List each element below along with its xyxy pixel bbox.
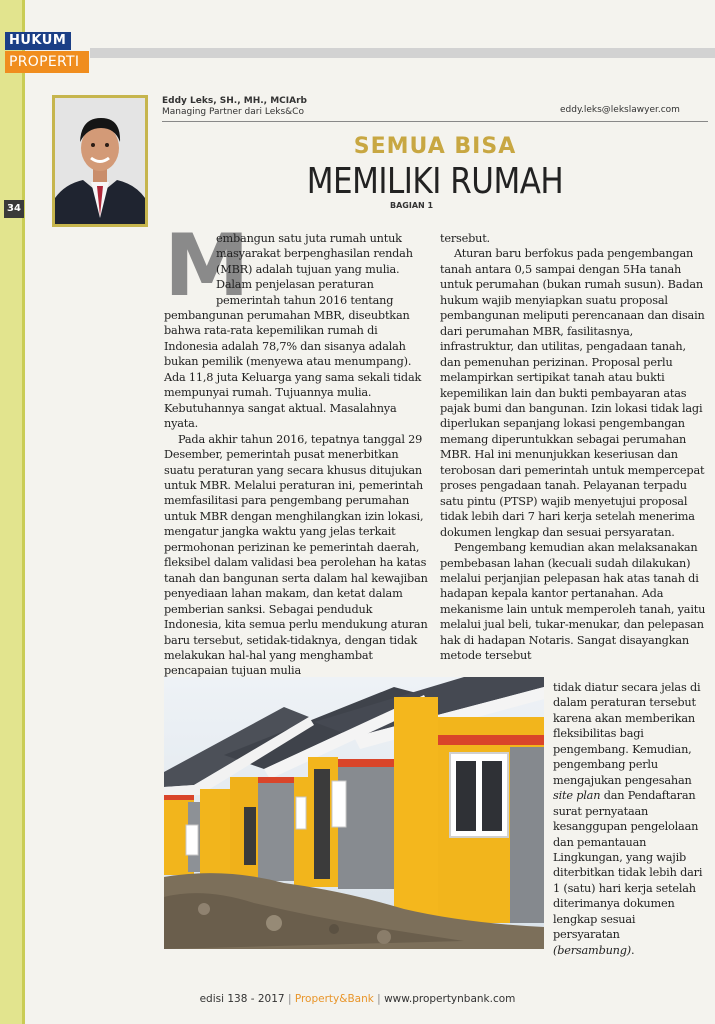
header-bar [90,48,715,58]
column1-text [164,308,432,679]
paragraph: Pada akhir tahun 2016, tepatnya tanggal 29 Desember, pemerintah pusat menerbitkan suatu peraturan yang secara khusus ditujukan untuk MBR. Melalui peraturan ini, pemerintah memfasilitasi para pengembang perumahan untuk MBR dengan menghilangkan izin lokasi, mengatur jangka waktu yang jelas terkait permohonan perizinan ke pemerintah daerah, fleksibel dalam validasi bea perolehan ha katas tanah dan bangunan serta dalam hal kewajiban penyediaan lahan makam, dan ketat dalam pemberian sanksi. Sebagai penduduk Indonesia, kita semua perlu mendukung aturan baru tersebut, setidak-tidaknya, dengan tidak melakukan hal-hal yang menghambat pencapaian tujuan mulia [164,432,428,678]
section-tag-hukum: HUKUM [5,32,71,50]
housing-photo [164,677,544,949]
footer-brand: Property&Bank [294,993,374,1005]
paragraph [553,680,703,958]
side-stripe-edge [22,0,25,1024]
paragraph: Pengembang kemudian akan melaksanakan pembebasan lahan (kecuali sudah dilakukan) melalui perjanjian pelepasan hak atas tanah di hadapan kepala kantor pertanahan. Ada mekanisme lain untuk memperoleh tanah, yaitu melalui jual beli, tukar-menukar, dan pelepasan hak di hadapan Notaris. Sangat disayangkan metode tersebut [440,541,706,663]
text-run: dan Pendaftaran surat pernyataan kesanggupan pengelolaan dan pemantauan Lingkungan, yang wajib diterbitkan tidak lebih dari 1 (satu) hari kerja setelah diterimanya dokumen lengkap sesuai persyaratan [553,789,703,942]
article-title-line1: SEMUA BISA [353,134,517,159]
text-run: tidak diatur secara jelas di dalam peraturan tersebut karena akan memberikan fleksibilitas bagi pengembang. Kemudian, pengembang perlu mengajukan pengesahan [553,681,701,787]
paragraph: pembangunan perumahan MBR, diseubtkan bahwa rata-rata kepemilikan rumah di Indonesia adalah 78,7% dan sisanya adalah bukan pemilik (menyewa atau menumpang). Ada 11,8 juta Keluarga yang sama sekali tidak mempunyai rumah. Tujuannya mulia. Kebutuhannya sangat aktual. Masalahnya nyata. [164,309,422,431]
article-subtitle: BAGIAN 1 [390,201,434,210]
side-stripe [0,0,22,1024]
footer-url[interactable]: www.propertynbank.com [384,993,516,1005]
footer [0,993,715,1005]
article-title-line2: MEMILIKI RUMAH [306,161,564,203]
section-tag-properti: PROPERTI [5,51,89,73]
author-name: Eddy Leks, SH., MH., MCIArb [162,96,307,106]
housing-illustration [164,677,544,949]
author-email: eddy.leks@lekslawyer.com [560,105,680,115]
author-photo [52,95,148,227]
column1-dropcap-text [216,231,432,308]
paragraph: embangun satu juta rumah untuk masyarakat berpenghasilan rendah (MBR) adalah tujuan yang mulia. Dalam penjelasan peraturan pemerintah tahun 2016 tentang [216,232,413,307]
header-rule [162,121,708,122]
text-run: . [631,943,635,957]
author-portrait-illustration [55,98,145,224]
footer-edition: edisi 138 - 2017 [199,993,285,1005]
text-italic: (bersambung) [553,943,631,957]
footer-separator: | [377,993,381,1005]
column2-text [440,231,706,664]
paragraph: Aturan baru berfokus pada pengembangan tanah antara 0,5 sampai dengan 5Ha tanah untuk perumahan (bukan rumah susun). Badan hukum wajib menyiapkan suatu proposal pembangunan meliputi perencanaan dan disain dari perumahan MBR, fasilitasnya, infrastruktur, dan utilitas, pengadaan tanah, dan pemenuhan perizinan. Proposal perlu melampirkan sertipikat tanah atau bukti kepemilikan lain dan bukti pembayaran atas pajak bumi dan bangunan. Izin lokasi tidak lagi diperlukan sepanjang lokasi pengembangan memang diperuntukkan sebagai perumahan MBR. Hal ini menunjukkan keseriusan dan terobosan dari pemerintah untuk mempercepat proses pengadaan tanah. Pelayanan terpadu satu pintu (PTSP) wajib menyetujui proposal tidak lebih dari 7 hari kerja setelah menerima dokumen lengkap dan sesuai persyaratan. [440,247,705,539]
column3-text [553,680,703,958]
text-italic: site plan [553,789,601,803]
author-role: Managing Partner dari Leks&Co [162,107,304,117]
drop-cap: M [164,216,250,316]
page-number: 34 [4,200,24,218]
paragraph: tersebut. [440,232,490,245]
footer-separator: | [287,993,292,1005]
